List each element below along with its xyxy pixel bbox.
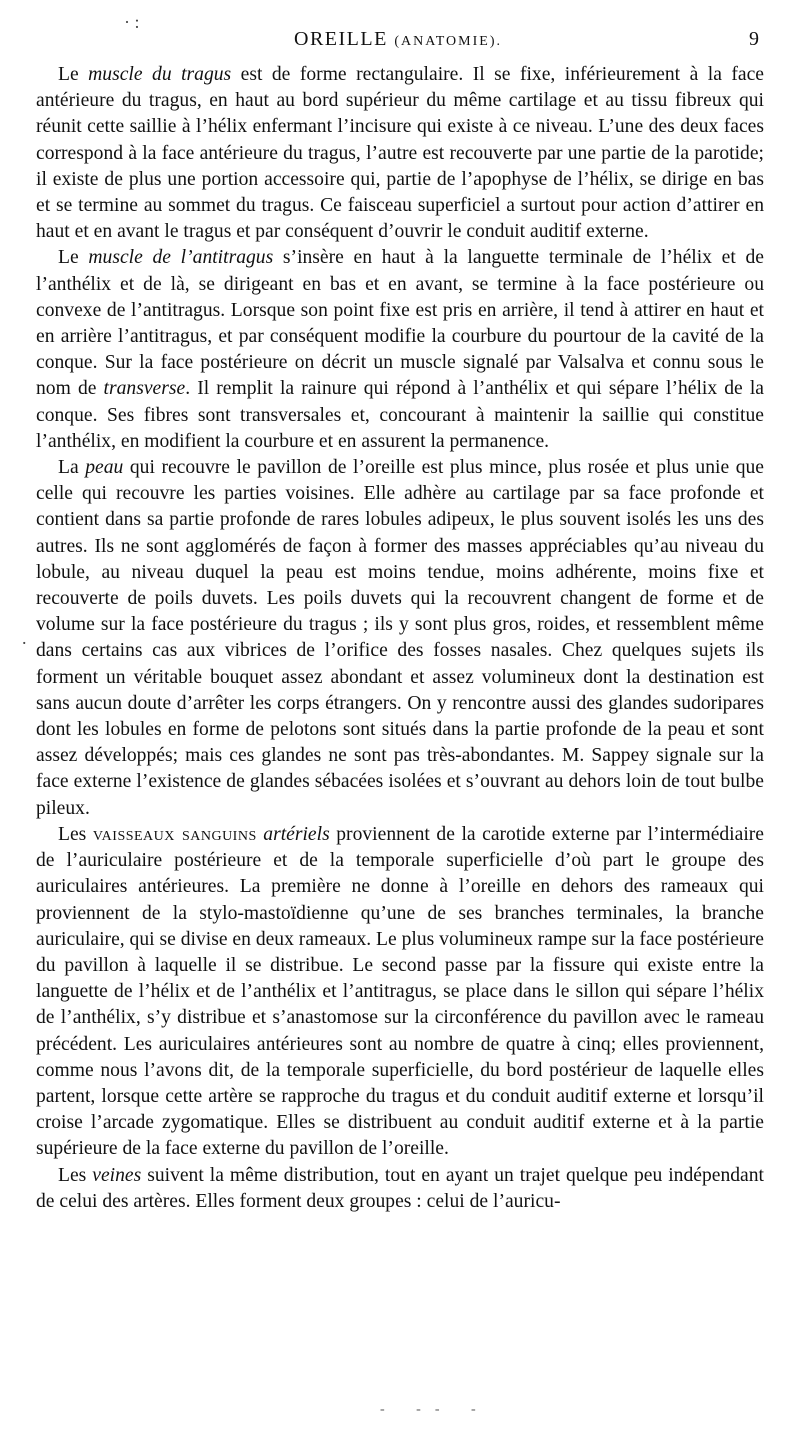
paragraph	[36, 62, 764, 245]
text-run: Les	[58, 1164, 93, 1186]
title-main: OREILLE	[294, 28, 388, 50]
text-run: s’insère en haut à la languette terminale de l’hélix et de l’anthélix et de là, se dirigeant en bas et en avant, se termine à la face postérieure ou convexe de l’antitragus. Lorsque son point fixe est pris en arrière, il tend à attirer en haut et en arrière l’antitragus, et par conséquent modifie la courbure du pourtour de la cavité de la conque. Sur la face postérieure on décrit un muscle signalé par Valsalva et connu sous le nom de	[36, 247, 764, 400]
italic-term: muscle de l’antitragus	[88, 247, 274, 269]
margin-mark: .	[22, 628, 27, 648]
paragraph	[36, 245, 764, 455]
italic-term: transverse	[103, 378, 186, 400]
text-run: suivent la même distribution, tout en ayant un trajet quelque peu indépendant de celui des artères. Elles forment deux groupes : celui de l’auricu-	[36, 1164, 764, 1212]
text-run: . Il remplit la rainure qui répond à l’anthélix et qui sépare l’hélix de la conque. Ses fibres sont transversales et, concourant à maintenir la saillie qui constitue l’anthélix, en modifient la courbure et en assurent la permanence.	[36, 378, 764, 452]
text-run: qui recouvre le pavillon de l’oreille est plus mince, plus rosée et plus unie que celle qui recouvre les parties voisines. Elle adhère au cartilage par sa face profonde et contient dans sa partie profonde de rares lobules adipeux, le plus souvent isolés les uns des autres. Ils ne sont agglomérés de façon à former des masses appréciables qu’au niveau du lobule, au niveau duquel la peau est moins tendue, moins adhérente, moins fixe et recouverte de poils duvets. Les poils duvets qui la recouvrent changent de forme et de volume sur la face postérieure du tragus ; ils y sont plus gros, roides, et ressemblent même dans certains cas aux vibrices de l’orifice des fosses nasales. Chez quelques sujets ils forment un véritable bouquet assez abondant et assez volumineux dont la destination est sans aucun doute d’arrêter les corps étrangers. On y rencontre aussi des glandes sudoripares dont les lobules en forme de pelotons sont situés dans la partie profonde de la peau et sont assez développés; mais ces glandes ne sont pas très-abondantes. M. Sappey signale sur la face externe l’existence de glandes sébacées isolées et s’ouvrant au dehors loin de tout bulbe pileux.	[36, 457, 764, 819]
body-text	[36, 62, 764, 1215]
text-run: Le	[58, 247, 89, 269]
text-run: Le	[58, 64, 89, 85]
text-run: est de forme rectangulaire. Il se fixe, inférieurement à la face antérieure du tragus, en haut au bord supérieur du même cartilage et au tissu fibreux qui réunit cette saillie à l’hélix enfermant l’incisure qui existe à ce niveau. L’une des deux faces correspond à la face antérieure du tragus, l’autre est recouverte par une partie de la parotide; il existe de plus une portion accessoire qui, partie de l’apophyse de l’hélix, se dirige en bas et se termine au sommet du tragus. Ce faisceau superficiel a surtout pour action d’attirer en haut et en avant le tragus et par conséquent d’ouvrir le conduit auditif externe.	[36, 64, 764, 243]
footer-marks: - -- -	[380, 1402, 490, 1417]
page-title	[36, 28, 760, 51]
paragraph	[36, 455, 764, 822]
paragraph	[36, 822, 764, 1163]
running-header	[36, 28, 760, 58]
small-caps-term: vaisseaux sanguins	[92, 823, 257, 845]
text-run: Les	[58, 823, 93, 845]
text-run: proviennent de la carotide externe par l’intermédiaire de l’auriculaire postérieure et de la temporale superficielle d’où part le groupe des auriculaires antérieures. La première ne donne à l’oreille en dehors des rameaux qui proviennent de la stylo-mastoïdienne qu’une de ses branches terminales, la branche auriculaire, qui se divise en deux rameaux. Le plus volumineux rampe sur la face postérieure du pavillon à laquelle il se distribue. Le second passe par la fissure qui existe entre la languette de l’hélix et de l’anthélix et l’antitragus, se place dans le sillon qui sépare l’hélix de l’anthélix, s’y distribue et s’anastomose sur la circonférence du pavillon avec le rameau précédent. Les auriculaires antérieures sont au nombre de quatre à cinq; elles proviennent, comme nous l’avons dit, de la temporale superficielle, du bord postérieur de laquelle elles partent, lorsque cette artère se rapproche du tragus et du conduit auditif externe et lorsqu’il croise l’arcade zygomatique. Elles se distribuent au conduit auditif externe et à la partie supérieure de la face externe du pavillon de l’oreille.	[36, 823, 764, 1160]
italic-term: peau	[85, 457, 124, 479]
italic-term: artériels	[263, 823, 330, 845]
top-mark: · :	[124, 12, 140, 32]
title-subtitle: (ANATOMIE).	[394, 34, 502, 49]
text-run: La	[58, 457, 86, 479]
paragraph	[36, 1163, 764, 1215]
italic-term: veines	[92, 1164, 142, 1186]
page-number: 9	[749, 28, 760, 50]
italic-term: muscle du tragus	[88, 64, 232, 85]
